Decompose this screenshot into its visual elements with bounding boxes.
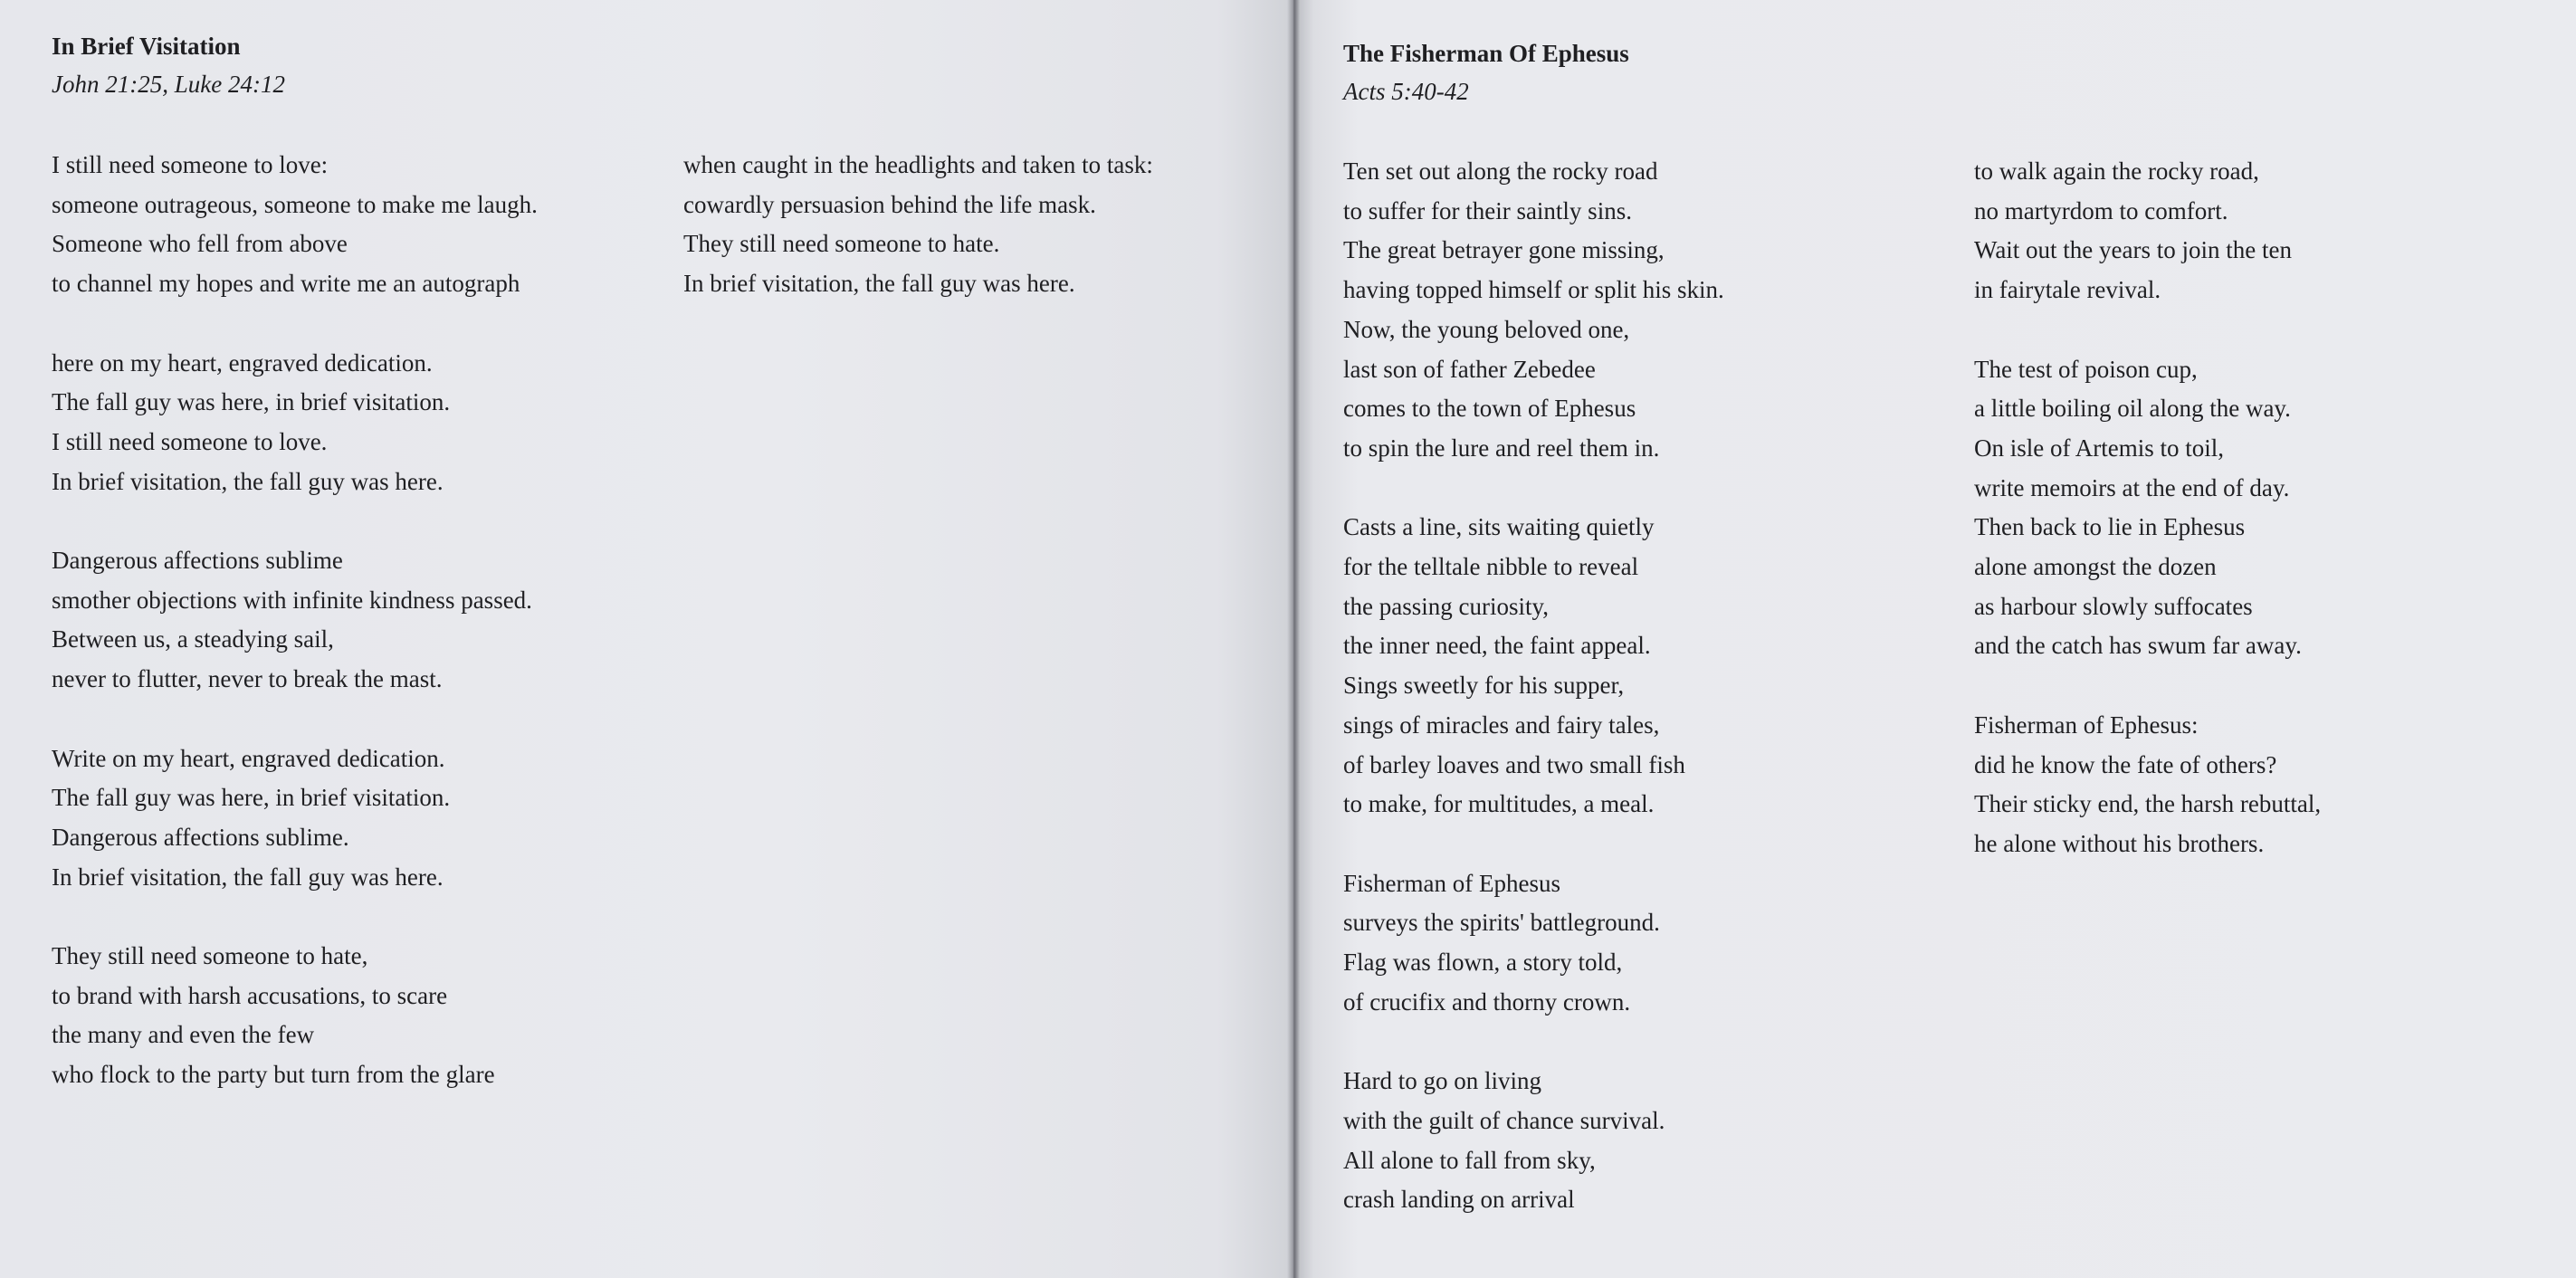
verse-line: with the guilt of chance survival. bbox=[1343, 1106, 1665, 1134]
verse-line: They still need someone to hate. bbox=[683, 230, 1000, 258]
verse-line: In brief visitation, the fall guy was here. bbox=[52, 467, 444, 495]
verse-line: write memoirs at the end of day. bbox=[1974, 473, 2290, 501]
verse-line: I still need someone to love. bbox=[52, 427, 328, 455]
verse-line: Then back to lie in Ephesus bbox=[1974, 513, 2246, 541]
stanza bbox=[1343, 508, 1932, 825]
verse-line: Wait out the years to join the ten bbox=[1974, 236, 2292, 264]
left-page-column-2 bbox=[683, 146, 1272, 304]
stanza bbox=[1974, 706, 2535, 864]
verse-line: Dangerous affections sublime. bbox=[52, 823, 349, 851]
stanza bbox=[1343, 864, 1932, 1023]
left-page-column-1 bbox=[52, 146, 640, 1095]
verse-line: to brand with harsh accusations, to scare bbox=[52, 981, 448, 1009]
right-page-header bbox=[1343, 34, 1629, 110]
verse-line: Their sticky end, the harsh rebuttal, bbox=[1974, 790, 2322, 818]
verse-line: sings of miracles and fairy tales, bbox=[1343, 711, 1660, 739]
stanza bbox=[1974, 350, 2535, 667]
poem-title: In Brief Visitation bbox=[52, 33, 241, 60]
verse-line: Hard to go on living bbox=[1343, 1067, 1541, 1095]
verse-line: here on my heart, engraved dedication. bbox=[52, 348, 433, 377]
verse-line: when caught in the headlights and taken to task: bbox=[683, 151, 1153, 178]
verse-line: to spin the lure and reel them in. bbox=[1343, 434, 1660, 462]
verse-line: Flag was flown, a story told, bbox=[1343, 949, 1623, 977]
verse-line: the passing curiosity, bbox=[1343, 592, 1549, 620]
verse-line: to suffer for their saintly sins. bbox=[1343, 196, 1632, 224]
verse-line: the inner need, the faint appeal. bbox=[1343, 632, 1651, 660]
stanza bbox=[683, 146, 1272, 304]
verse-line: the many and even the few bbox=[52, 1021, 315, 1049]
verse-line: surveys the spirits' battleground. bbox=[1343, 909, 1660, 937]
verse-line: and the catch has swum far away. bbox=[1974, 632, 2302, 660]
verse-line: someone outrageous, someone to make me laugh. bbox=[52, 190, 538, 218]
verse-line: The test of poison cup, bbox=[1974, 355, 2198, 383]
poem-title: The Fisherman Of Ephesus bbox=[1343, 40, 1629, 67]
verse-line: The fall guy was here, in brief visitation. bbox=[52, 784, 451, 812]
verse-line: I still need someone to love: bbox=[52, 151, 329, 178]
verse-line: for the telltale nibble to reveal bbox=[1343, 553, 1639, 581]
verse-line: of barley loaves and two small fish bbox=[1343, 750, 1685, 778]
stanza bbox=[1343, 1062, 1932, 1220]
verse-line: Dangerous affections sublime bbox=[52, 547, 343, 574]
book-spine-fold bbox=[1287, 0, 1300, 1278]
verse-line: in fairytale revival. bbox=[1974, 276, 2161, 304]
verse-line: no martyrdom to comfort. bbox=[1974, 196, 2228, 224]
verse-line: Someone who fell from above bbox=[52, 230, 348, 258]
verse-line: of crucifix and thorny crown. bbox=[1343, 987, 1631, 1016]
verse-line: The fall guy was here, in brief visitation. bbox=[52, 388, 451, 416]
stanza bbox=[52, 937, 640, 1095]
verse-line: cowardly persuasion behind the life mask. bbox=[683, 190, 1096, 218]
verse-line: he alone without his brothers. bbox=[1974, 829, 2265, 857]
verse-line: Sings sweetly for his supper, bbox=[1343, 672, 1625, 700]
verse-line: In brief visitation, the fall guy was here. bbox=[683, 270, 1075, 298]
scripture-reference: John 21:25, Luke 24:12 bbox=[52, 71, 285, 98]
verse-line: to walk again the rocky road, bbox=[1974, 157, 2259, 185]
verse-line: Fisherman of Ephesus bbox=[1343, 869, 1560, 897]
verse-line: All alone to fall from sky, bbox=[1343, 1146, 1596, 1174]
right-page-column-1 bbox=[1343, 152, 1932, 1220]
scripture-reference: Acts 5:40-42 bbox=[1343, 78, 1469, 105]
verse-line: Between us, a steadying sail, bbox=[52, 625, 334, 653]
verse-line: crash landing on arrival bbox=[1343, 1186, 1575, 1214]
verse-line: as harbour slowly suffocates bbox=[1974, 592, 2253, 620]
stanza bbox=[52, 739, 640, 898]
verse-line: having topped himself or split his skin. bbox=[1343, 276, 1724, 304]
verse-line: to channel my hopes and write me an autograph bbox=[52, 270, 520, 298]
verse-line: never to flutter, never to break the mast. bbox=[52, 665, 443, 693]
verse-line: comes to the town of Ephesus bbox=[1343, 395, 1636, 423]
stanza bbox=[52, 146, 640, 304]
stanza bbox=[52, 541, 640, 700]
verse-line: did he know the fate of others? bbox=[1974, 750, 2277, 778]
verse-line: who flock to the party but turn from the glare bbox=[52, 1061, 495, 1089]
verse-line: Ten set out along the rocky road bbox=[1343, 157, 1658, 185]
verse-line: Now, the young beloved one, bbox=[1343, 315, 1630, 343]
stanza bbox=[52, 344, 640, 502]
verse-line: On isle of Artemis to toil, bbox=[1974, 434, 2224, 462]
verse-line: They still need someone to hate, bbox=[52, 942, 368, 969]
verse-line: Write on my heart, engraved dedication. bbox=[52, 744, 445, 772]
left-page-header bbox=[52, 27, 285, 103]
verse-line: last son of father Zebedee bbox=[1343, 355, 1596, 383]
stanza bbox=[1343, 152, 1932, 469]
verse-line: to make, for multitudes, a meal. bbox=[1343, 790, 1655, 818]
verse-line: a little boiling oil along the way. bbox=[1974, 395, 2291, 423]
verse-line: Casts a line, sits waiting quietly bbox=[1343, 513, 1655, 541]
verse-line: smother objections with infinite kindness passed. bbox=[52, 586, 532, 614]
verse-line: The great betrayer gone missing, bbox=[1343, 236, 1665, 264]
verse-line: alone amongst the dozen bbox=[1974, 553, 2217, 581]
verse-line: Fisherman of Ephesus: bbox=[1974, 711, 2199, 739]
right-page-column-2 bbox=[1974, 152, 2535, 864]
verse-line: In brief visitation, the fall guy was here. bbox=[52, 863, 444, 891]
stanza bbox=[1974, 152, 2535, 310]
